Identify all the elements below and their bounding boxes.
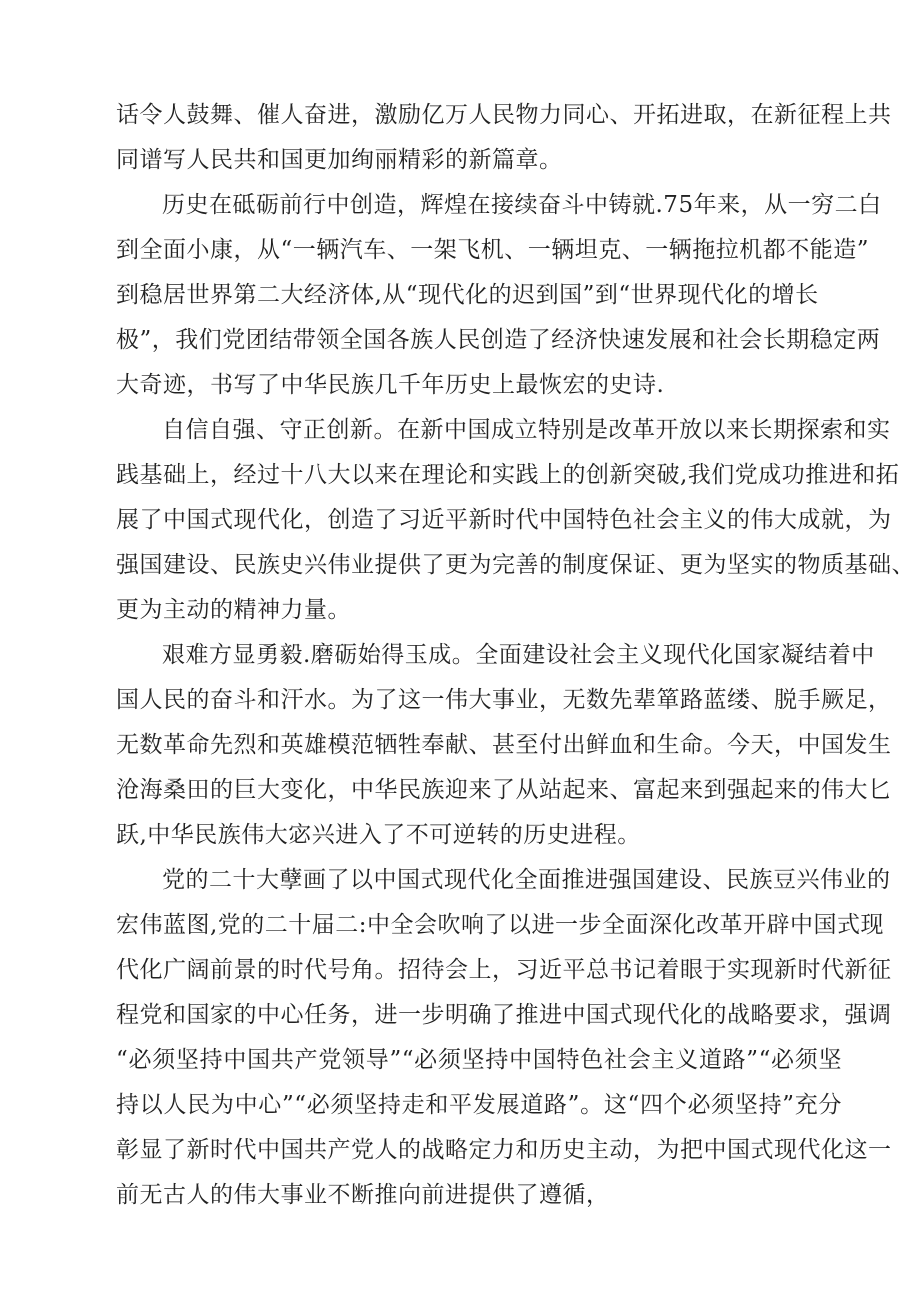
text-line: “必须坚持中国共产党领导”“必须坚持中国特色社会主义道路”“必须坚 [116, 1047, 842, 1073]
text-line: 自信自强、守正创新。在新中国成立特别是改革开放以来长期探索和实 [162, 417, 891, 443]
text-line: 到全面小康，从“一辆汽车、一架飞机、一辆坦克、一辆拖拉机都不能造” [116, 237, 870, 263]
text-line: 践基础上，经过十八大以来在理论和实践上的创新突破,我们党成功推进和拓 [116, 462, 900, 488]
text-line: 历史在砥砺前行中创造，辉煌在接续奋斗中铸就.75年来，从一穷二白 [162, 192, 882, 218]
text-line: 同谱写人民共和国更加绚丽精彩的新篇章。 [116, 147, 563, 173]
text-line: 前无古人的伟大事业不断推向前进提供了遵循， [116, 1182, 610, 1208]
text-line: 宏伟蓝图,党的二十届二:中全会吹响了以进一步全面深化改革开辟中国式现 [116, 912, 885, 938]
text-line: 跃,中华民族伟大宓兴进入了不可逆转的历史进程。 [116, 822, 641, 848]
text-line: 到稳居世界第二大经济体,从“现代化的迟到国”到“世界现代化的增长 [116, 282, 819, 308]
text-line: 沧海桑田的巨大变化，中华民族迎来了从站起来、富起来到强起来的伟大匕 [116, 777, 892, 803]
text-line: 无数革命先烈和英雄模范牺牲奉献、甚至付出鲜血和生命。今天，中国发生 [116, 732, 892, 758]
text-line: 彰显了新时代中国共产党人的战略定力和历史主动，为把中国式现代化这一 [116, 1137, 892, 1163]
text-line: 国人民的奋斗和汗水。为了这一伟大事业，无数先辈箪路蓝缕、脱手厥足， [116, 687, 892, 713]
text-line: 程党和国家的中心任务，进一步明确了推进中国式现代化的战略要求，强调 [116, 1002, 892, 1028]
text-line: 极”，我们党团结带领全国各族人民创造了经济快速发展和社会长期稳定两 [116, 327, 881, 353]
text-line: 大奇迹，书写了中华民族几千年历史上最恢宏的史诗. [116, 372, 665, 398]
text-line: 党的二十大孽画了以中国式现代化全面推进强国建设、民族豆兴伟业的 [162, 867, 891, 893]
text-line: 强国建设、民族史兴伟业提供了更为完善的制度保证、更为坚实的物质基础、 [116, 552, 915, 578]
text-line: 艰难方显勇毅.磨砺始得玉成。全面建设社会主义现代化国家凝结着中 [162, 642, 875, 668]
text-line: 展了中国式现代化，创造了习近平新时代中国特色社会主义的伟大成就，为 [116, 507, 892, 533]
text-line: 代化广阔前景的时代号角。招待会上，习近平总书记着眼于实现新时代新征 [116, 957, 892, 983]
text-line: 话令人鼓舞、催人奋进，激励亿万人民物力同心、开拓进取，在新征程上共 [116, 102, 892, 128]
text-line: 更为主动的精神力量。 [116, 597, 351, 623]
text-line: 持以人民为中心”“必须坚持走和平发展道路”。这“四个必须坚持”充分 [116, 1092, 842, 1118]
